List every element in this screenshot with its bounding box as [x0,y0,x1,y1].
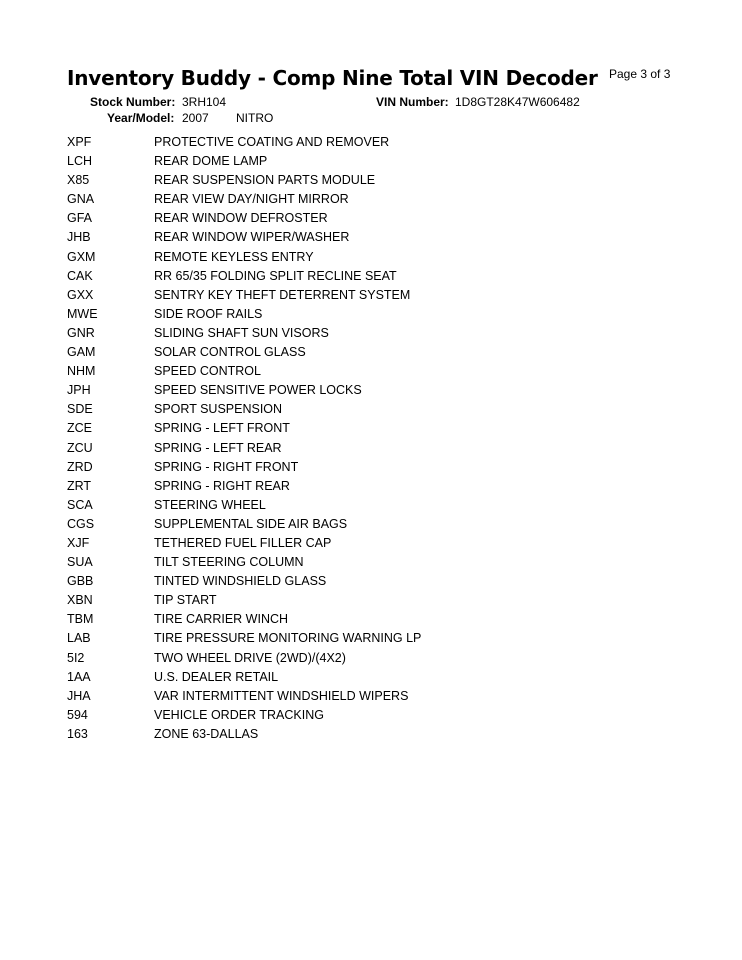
option-code: JHA [67,688,91,703]
option-code: JHB [67,230,91,245]
option-description: TILT STEERING COLUMN [154,555,304,570]
model-value: NITRO [236,111,274,125]
report-title: Inventory Buddy - Comp Nine Total VIN Decoder [67,66,598,90]
option-description: SPRING - RIGHT REAR [154,478,290,493]
option-code: JPH [67,383,91,398]
option-code: GNA [67,192,95,207]
option-code: ZCU [67,440,93,455]
option-code: GBB [67,574,94,589]
option-code: 163 [67,726,88,741]
option-description: SPRING - RIGHT FRONT [154,459,299,474]
vin-number-label: VIN Number: [376,95,449,109]
vin-number-value: 1D8GT28K47W606482 [455,95,580,109]
option-code: XBN [67,593,93,608]
option-description: SENTRY KEY THEFT DETERRENT SYSTEM [154,287,411,302]
option-code: ZRD [67,459,93,474]
option-code: NHM [67,364,96,379]
option-description: REAR WINDOW DEFROSTER [154,211,328,226]
option-description: SPRING - LEFT REAR [154,440,282,455]
option-description: REAR DOME LAMP [154,154,268,169]
option-description: REAR WINDOW WIPER/WASHER [154,230,350,245]
option-code: 1AA [67,669,91,684]
option-description: SPRING - LEFT FRONT [154,421,290,436]
option-description: U.S. DEALER RETAIL [154,669,279,684]
page-number: Page 3 of 3 [609,67,671,81]
option-code: CAK [67,268,93,283]
option-description: TIP START [154,593,217,608]
option-description: ZONE 63-DALLAS [154,726,259,741]
stock-number-value: 3RH104 [182,95,227,109]
option-code: SUA [67,555,93,570]
option-description: RR 65/35 FOLDING SPLIT RECLINE SEAT [154,268,397,283]
option-description: SPORT SUSPENSION [154,402,283,417]
option-code: CGS [67,516,95,531]
option-description: SUPPLEMENTAL SIDE AIR BAGS [154,516,348,531]
option-description: SIDE ROOF RAILS [154,306,263,321]
option-description: TETHERED FUEL FILLER CAP [154,535,332,550]
option-description: TIRE PRESSURE MONITORING WARNING LP [154,631,422,646]
option-code: TBM [67,612,94,627]
option-description: SPEED CONTROL [154,364,261,379]
option-code: LAB [67,631,91,646]
option-code: MWE [67,306,98,321]
option-code: GAM [67,345,96,360]
option-code: GFA [67,211,93,226]
option-description: REAR SUSPENSION PARTS MODULE [154,173,376,188]
year-value: 2007 [182,111,209,125]
option-description: TINTED WINDSHIELD GLASS [154,574,327,589]
option-code: 594 [67,707,88,722]
option-code: GXM [67,249,96,264]
option-description: VAR INTERMITTENT WINDSHIELD WIPERS [154,688,409,703]
option-description: TWO WHEEL DRIVE (2WD)/(4X2) [154,650,346,665]
stock-number-label: Stock Number: [90,95,176,109]
option-code: LCH [67,154,93,169]
option-code: ZCE [67,421,92,436]
option-description: REMOTE KEYLESS ENTRY [154,249,314,264]
option-code: SCA [67,497,93,512]
option-code: SDE [67,402,93,417]
option-code: X85 [67,173,90,188]
option-code: 5I2 [67,650,85,665]
option-description: SOLAR CONTROL GLASS [154,345,306,360]
option-code: ZRT [67,478,92,493]
option-code: XPF [67,135,92,149]
option-description: REAR VIEW DAY/NIGHT MIRROR [154,192,349,207]
year-model-label: Year/Model: [107,111,175,125]
option-code: GXX [67,287,94,302]
option-description: TIRE CARRIER WINCH [154,612,289,627]
option-description: SPEED SENSITIVE POWER LOCKS [154,383,362,398]
option-code: XJF [67,535,90,550]
option-code: GNR [67,325,95,340]
option-description: PROTECTIVE COATING AND REMOVER [154,135,390,149]
option-description: SLIDING SHAFT SUN VISORS [154,325,329,340]
option-description: STEERING WHEEL [154,497,266,512]
option-description: VEHICLE ORDER TRACKING [154,707,324,722]
